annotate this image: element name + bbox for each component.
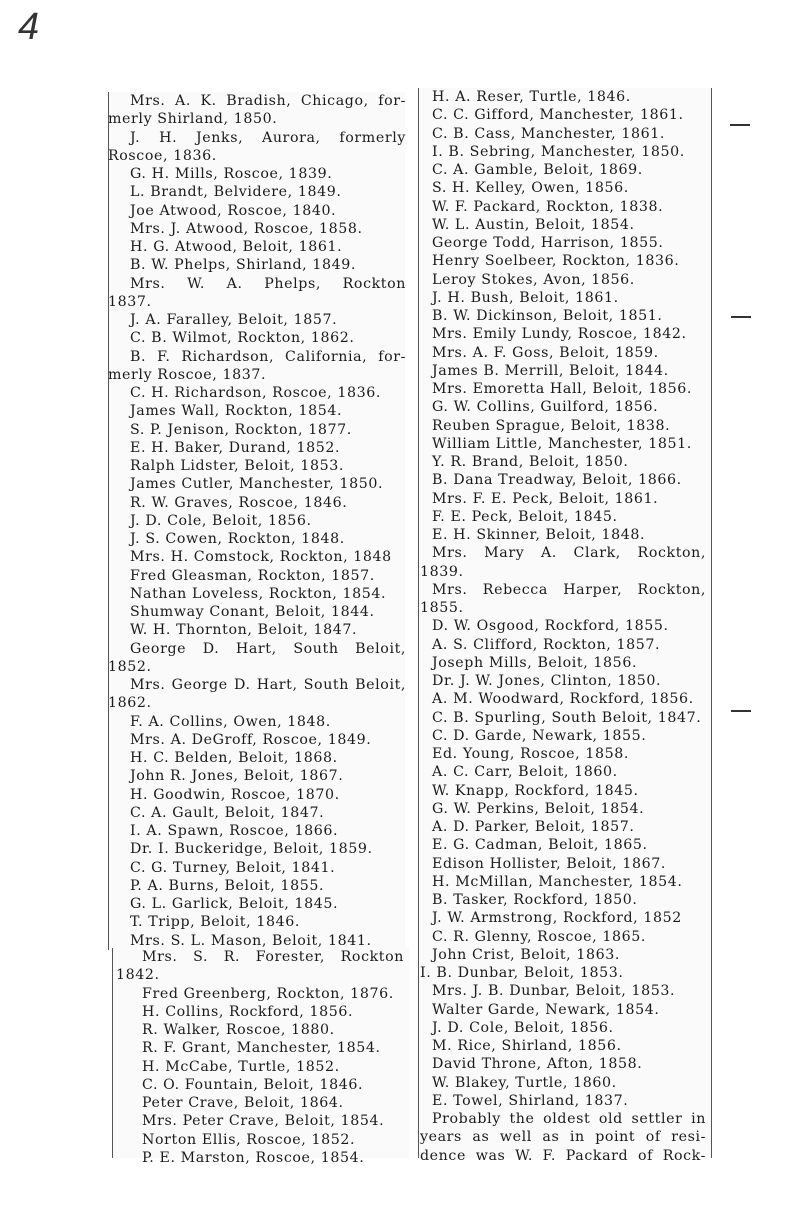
settler-entry: Ed. Young, Roscoe, 1858.	[432, 746, 629, 762]
settler-entry: John Crist, Beloit, 1863.	[432, 946, 620, 963]
settler-entry: Mrs. S. R. Forester, Rockton	[142, 949, 404, 965]
settler-entry: A. S. Clifford, Rockton, 1857.	[432, 636, 661, 653]
settler-entry: H. Collins, Rockford, 1856.	[142, 1003, 354, 1020]
settler-entry: I. A. Spawn, Roscoe, 1866.	[130, 823, 339, 839]
settler-entry: S. P. Jenison, Rockton, 1877.	[130, 421, 352, 438]
settler-entry: C. A. Gault, Beloit, 1847.	[130, 804, 325, 821]
settler-entry: T. Tripp, Beloit, 1846.	[130, 914, 300, 931]
margin-mark	[731, 710, 751, 712]
settler-entry: J. D. Cole, Beloit, 1856.	[130, 512, 312, 529]
margin-mark	[730, 124, 750, 126]
settler-entry: Ralph Lidster, Beloit, 1853.	[130, 458, 344, 474]
settler-entry: H. McCabe, Turtle, 1852.	[142, 1058, 340, 1075]
settler-entry: James Wall, Rockton, 1854.	[130, 403, 343, 420]
settler-entry: P. A. Burns, Beloit, 1855.	[130, 877, 325, 894]
settler-entry: I. B. Sebring, Manchester, 1850.	[432, 143, 685, 160]
settler-entry: S. H. Kelley, Owen, 1856.	[432, 180, 629, 197]
settler-entry: R. F. Grant, Manchester, 1854.	[142, 1040, 381, 1057]
settler-entry: F. E. Peck, Beloit, 1845.	[432, 508, 618, 525]
settler-entry: M. Rice, Shirland, 1856.	[432, 1038, 622, 1054]
settler-entry: Walter Garde, Newark, 1854.	[432, 1001, 660, 1018]
settler-entry: E. H. Skinner, Beloit, 1848.	[432, 527, 646, 543]
settler-entry: C. H. Richardson, Roscoe, 1836.	[130, 385, 381, 401]
settler-entry: Mrs. Rebecca Harper, Rockton,	[432, 581, 706, 598]
settler-entry: Reuben Sprague, Beloit, 1838.	[432, 417, 671, 434]
settler-entry: J. S. Cowen, Rockton, 1848.	[130, 531, 345, 547]
settler-entry: Peter Crave, Beloit, 1864.	[142, 1095, 344, 1111]
settler-entry: H. Goodwin, Roscoe, 1870.	[130, 786, 340, 803]
settler-entry: 1837.	[108, 293, 152, 310]
settler-entry: Dr. I. Buckeridge, Beloit, 1859.	[130, 841, 373, 858]
settler-entry: J. H. Bush, Beloit, 1861.	[432, 289, 619, 306]
settler-entry: Shumway Conant, Beloit, 1844.	[130, 604, 375, 620]
settler-entry: E. H. Baker, Durand, 1852.	[130, 439, 341, 456]
settler-entry: C. G. Turney, Beloit, 1841.	[130, 859, 336, 876]
settler-entry: Mrs. A. DeGroff, Roscoe, 1849.	[130, 731, 372, 748]
settler-entry: Mrs. A. K. Bradish, Chicago, for-	[130, 93, 406, 109]
settler-entry: C. D. Garde, Newark, 1855.	[432, 727, 647, 744]
settler-entry: 1839.	[420, 563, 464, 580]
settler-entry: B. Tasker, Rockford, 1850.	[432, 892, 638, 908]
settler-entry: James Cutler, Manchester, 1850.	[130, 476, 384, 493]
settler-entry: P. E. Marston, Roscoe, 1854.	[142, 1149, 365, 1166]
settler-entry: G. W. Collins, Guilford, 1856.	[432, 399, 659, 416]
settler-entry: Mrs. Peter Crave, Beloit, 1854.	[142, 1113, 385, 1130]
settler-entry: C. B. Cass, Manchester, 1861.	[432, 125, 665, 142]
settler-entry: dence was W. F. Packard of Rock-	[420, 1147, 706, 1164]
settler-entry: merly Roscoe, 1837.	[108, 366, 267, 383]
settler-entry: Mrs. Mary A. Clark, Rockton,	[432, 545, 706, 562]
settler-entry: H. A. Reser, Turtle, 1846.	[432, 89, 631, 105]
settler-entry: George Todd, Harrison, 1855.	[432, 235, 664, 251]
settler-entry: Mrs. H. Comstock, Rockton, 1848	[130, 549, 392, 566]
settler-entry: W. F. Packard, Rockton, 1838.	[432, 198, 664, 215]
settler-entry: Mrs. Emily Lundy, Roscoe, 1842.	[432, 326, 687, 343]
settler-entry: Nathan Loveless, Rockton, 1854.	[130, 585, 387, 602]
settler-entry: Mrs. George D. Hart, South Beloit,	[130, 677, 406, 693]
settler-entry: J. W. Armstrong, Rockford, 1852	[432, 910, 682, 927]
settler-entry: A. C. Carr, Beloit, 1860.	[432, 764, 618, 781]
settler-list-left-continued	[116, 948, 406, 1167]
settler-entry: H. McMillan, Manchester, 1854.	[432, 873, 683, 890]
settler-entry: Y. R. Brand, Beloit, 1850.	[432, 454, 629, 470]
settler-entry: H. C. Belden, Beloit, 1868.	[130, 750, 338, 766]
settler-entry: A. D. Parker, Beloit, 1857.	[432, 819, 635, 835]
settler-entry: Henry Soelbeer, Rockton, 1836.	[432, 253, 680, 270]
settler-entry: Mrs. Emoretta Hall, Beloit, 1856.	[432, 381, 693, 397]
settler-entry: C. B. Spurling, South Beloit, 1847.	[432, 709, 702, 726]
settler-entry: 1842.	[116, 967, 160, 984]
settler-entry: W. Blakey, Turtle, 1860.	[432, 1074, 617, 1091]
settler-entry: James B. Merrill, Beloit, 1844.	[432, 362, 669, 379]
settler-entry: B. W. Dickinson, Beloit, 1851.	[432, 308, 663, 324]
settler-entry: G. H. Mills, Roscoe, 1839.	[130, 166, 333, 182]
settler-entry: Joe Atwood, Roscoe, 1840.	[130, 202, 337, 219]
settler-entry: Mrs. J. Atwood, Roscoe, 1858.	[130, 220, 363, 237]
settler-entry: G. W. Perkins, Beloit, 1854.	[432, 800, 645, 817]
settler-entry: H. G. Atwood, Beloit, 1861.	[130, 239, 343, 255]
settler-entry: 1862.	[108, 695, 152, 712]
settler-entry: Mrs. F. E. Peck, Beloit, 1861.	[432, 490, 659, 507]
settler-entry: C. R. Glenny, Roscoe, 1865.	[432, 928, 646, 945]
settler-entry: D. W. Osgood, Rockford, 1855.	[432, 618, 669, 635]
settler-entry: John R. Jones, Beloit, 1867.	[130, 768, 344, 785]
settler-entry: Dr. J. W. Jones, Clinton, 1850.	[432, 673, 662, 689]
settler-entry: B. W. Phelps, Shirland, 1849.	[130, 257, 356, 274]
settler-entry: J. D. Cole, Beloit, 1856.	[432, 1019, 614, 1036]
settler-entry: I. B. Dunbar, Beloit, 1853.	[420, 965, 624, 981]
settler-entry: R. W. Graves, Roscoe, 1846.	[130, 494, 348, 511]
settler-entry: Fred Greenberg, Rockton, 1876.	[142, 985, 394, 1002]
settler-entry: R. Walker, Roscoe, 1880.	[142, 1022, 335, 1038]
settler-entry: J. A. Faralley, Beloit, 1857.	[130, 312, 338, 328]
settler-entry: J. H. Jenks, Aurora, formerly	[130, 129, 406, 146]
settler-entry: C. B. Wilmot, Rockton, 1862.	[130, 330, 355, 347]
settler-entry: C. A. Gamble, Beloit, 1869.	[432, 162, 643, 178]
settler-entry: B. F. Richardson, California, for-	[130, 348, 406, 365]
settler-entry: Mrs. W. A. Phelps, Rockton	[130, 275, 406, 292]
settler-entry: W. Knapp, Rockford, 1845.	[432, 782, 639, 799]
settler-entry: Mrs. S. L. Mason, Beloit, 1841.	[130, 932, 372, 949]
settler-entry: C. O. Fountain, Beloit, 1846.	[142, 1076, 364, 1093]
settler-entry: Edison Hollister, Beloit, 1867.	[432, 855, 666, 872]
settler-list-right	[420, 88, 708, 1165]
settler-entry: A. M. Woodward, Rockford, 1856.	[432, 691, 694, 708]
settler-entry: Mrs. A. F. Goss, Beloit, 1859.	[432, 344, 659, 361]
settler-entry: W. H. Thornton, Beloit, 1847.	[130, 622, 358, 639]
settler-entry: Leroy Stokes, Avon, 1856.	[432, 271, 635, 288]
settler-list-left	[108, 92, 408, 950]
settler-entry: Norton Ellis, Roscoe, 1852.	[142, 1131, 356, 1148]
settler-entry: Joseph Mills, Beloit, 1856.	[432, 654, 638, 671]
settler-entry: Mrs. J. B. Dunbar, Beloit, 1853.	[432, 983, 676, 1000]
settler-entry: L. Brandt, Belvidere, 1849.	[130, 184, 342, 201]
settler-entry: William Little, Manchester, 1851.	[432, 435, 692, 452]
settler-entry: C. C. Gifford, Manchester, 1861.	[432, 107, 684, 124]
settler-entry: F. A. Collins, Owen, 1848.	[130, 713, 331, 730]
settler-entry: E. G. Cadman, Beloit, 1865.	[432, 837, 648, 854]
settler-entry: George D. Hart, South Beloit,	[130, 640, 406, 657]
settler-entry: 1852.	[108, 658, 152, 675]
settler-entry: B. Dana Treadway, Beloit, 1866.	[432, 472, 682, 489]
settler-entry: merly Shirland, 1850.	[108, 111, 278, 128]
settler-entry: Fred Gleasman, Rockton, 1857.	[130, 567, 375, 584]
settler-entry: Probably the oldest old settler in	[432, 1111, 706, 1127]
page-number: 4	[18, 6, 40, 48]
settler-entry: W. L. Austin, Beloit, 1854.	[432, 216, 635, 233]
settler-entry: 1855.	[420, 600, 464, 616]
settler-entry: Roscoe, 1836.	[108, 147, 217, 164]
margin-mark	[731, 316, 751, 318]
settler-entry: years as well as in point of resi-	[420, 1129, 706, 1146]
settler-entry: G. L. Garlick, Beloit, 1845.	[130, 896, 339, 912]
settler-entry: David Throne, Afton, 1858.	[432, 1056, 643, 1073]
settler-entry: E. Towel, Shirland, 1837.	[432, 1092, 629, 1109]
